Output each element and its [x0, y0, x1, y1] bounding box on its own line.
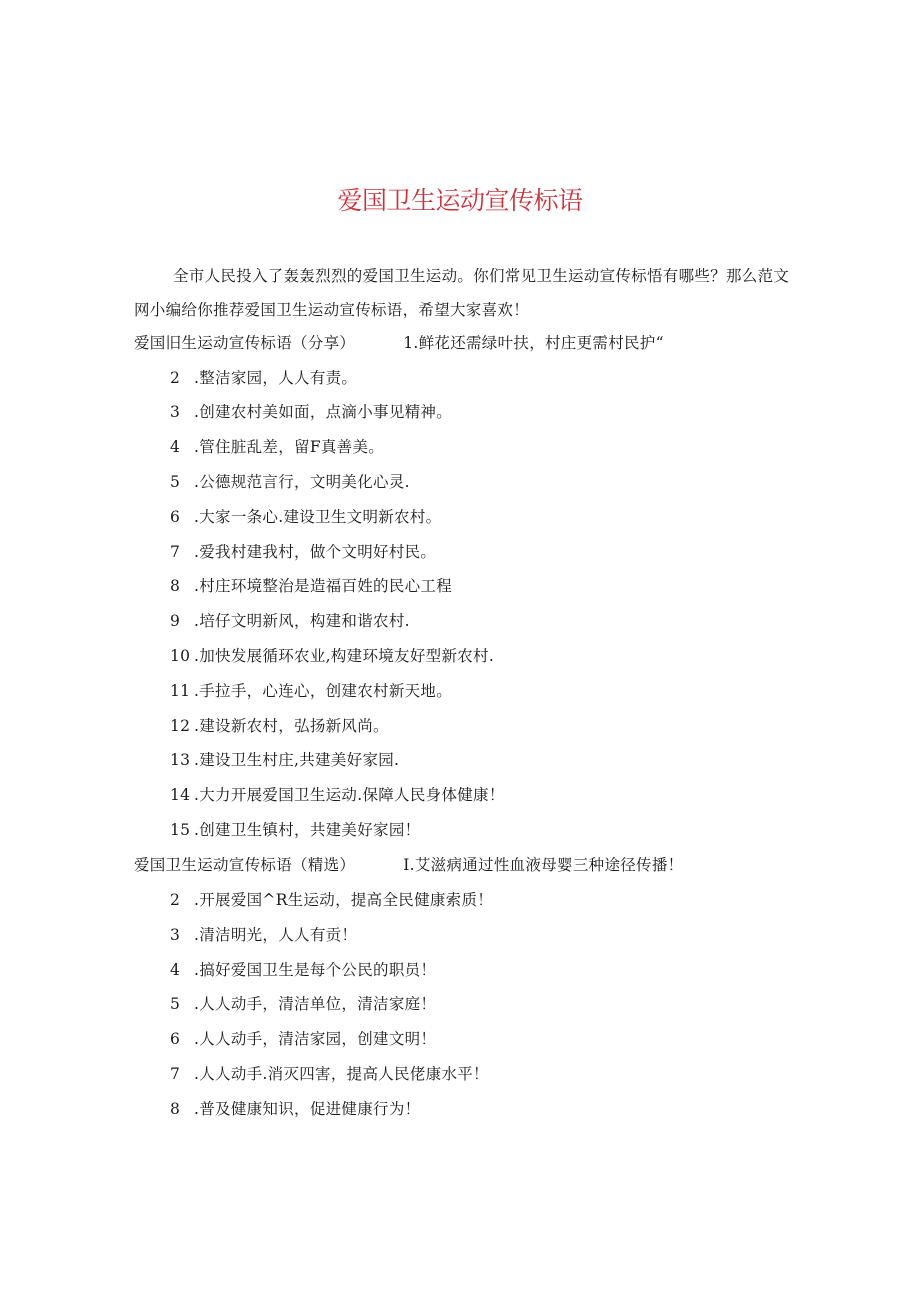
list-item: 15 .创建卫生镇村，共建美好家园！: [170, 821, 421, 839]
list-item: 6 .大家一条心.建设卫生文明新农村。: [170, 508, 442, 526]
intro-paragraph: 全市人民投入了轰轰烈烈的爱国卫生运动。你们常见卫生运动宣传标悟有哪些？那么范文网小编给你推荐爱国卫生运动宣传标语，希望大家喜欢！: [134, 267, 790, 319]
section-2-first-item: I.艾滋病通过性血液母婴三种途径传播！: [403, 856, 684, 874]
section-1-heading: 爱国旧生运动宣传标语（分享）: [134, 334, 356, 352]
list-item: 10 .加快发展循环农业,构建环境友好型新农村.: [170, 647, 495, 665]
list-item: 12 .建设新农村，弘扬新风尚。: [170, 717, 389, 735]
section-1-heading-line: [134, 333, 664, 353]
list-item: 14 .大力开展爱国卫生运动.保障人民身体健康！: [170, 786, 505, 804]
list-item: 8 .村庄环境整治是造福百姓的民心工程: [170, 577, 453, 595]
document-title: 爱国卫生运动宣传标语: [337, 186, 583, 215]
list-item: 4 .搞好爱国卫生是每个公民的职员！: [170, 961, 437, 979]
list-item: 3 .创建农村美如面，点滴小事见精神。: [170, 403, 453, 421]
section-2-heading: 爱国卫生运动宣传标语（精选）: [134, 856, 356, 874]
section-1-first-item: 1.鲜花还需绿叶扶，村庄更需村民护“: [403, 334, 664, 352]
list-item: 8 .普及健康知识，促进健康行为！: [170, 1100, 421, 1118]
list-item: 9 .培仔文明新风，构建和谐农村.: [170, 612, 410, 630]
list-item: 13 .建设卫生村庄,共建美好家园.: [170, 751, 400, 769]
list-item: 6 .人人动手，清洁家园，创建文明！: [170, 1030, 437, 1048]
list-item: 2 .整洁家园，人人有责。: [170, 369, 358, 387]
list-item: 7 .人人动手.消灭四害，提高人民佬康水平！: [170, 1065, 489, 1083]
list-item: 11 .手拉手，心连心，创建农村新天地。: [170, 682, 453, 700]
list-item: 7 .爱我村建我村，做个文明好村民。: [170, 543, 437, 561]
section-2-heading-line: [134, 855, 683, 875]
list-item: 2 .开展爱国^R生运动，提高全民健康索质！: [170, 891, 494, 909]
list-item: 3 .清洁明光，人人有贡！: [170, 926, 358, 944]
list-item: 4 .管住脏乱差，留F真善美。: [170, 438, 385, 456]
list-item: 5 .人人动手，清洁单位，清洁家庭！: [170, 995, 437, 1013]
list-item: 5 .公德规范言行，文明美化心灵.: [170, 473, 410, 491]
